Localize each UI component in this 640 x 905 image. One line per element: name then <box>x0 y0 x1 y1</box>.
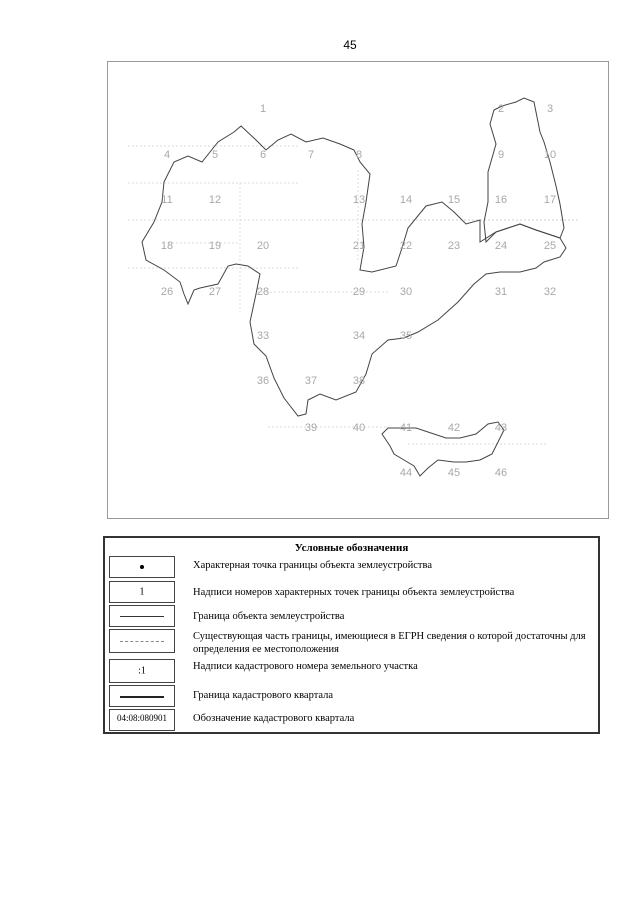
legend-symbol <box>109 556 175 578</box>
sheet-number-label: 32 <box>543 286 557 298</box>
sheet-number-label: 11 <box>161 194 173 206</box>
sheet-number-label: 25 <box>543 240 557 252</box>
legend-row <box>109 629 596 657</box>
sheet-number-label: 24 <box>494 240 508 252</box>
point-dot-icon <box>140 565 144 569</box>
sheet-number-label: 19 <box>208 240 222 252</box>
sheet-number-label: 12 <box>208 194 222 206</box>
sheet-number-label: 34 <box>352 330 366 342</box>
sheet-number-label: 35 <box>399 330 413 342</box>
legend-symbol <box>109 659 175 683</box>
sheet-number-label: 18 <box>160 240 174 252</box>
legend-row <box>109 581 596 603</box>
quarter-designation-symbol: 04:08:080901 <box>116 713 167 723</box>
legend <box>103 536 600 734</box>
map-canvas <box>108 62 608 518</box>
sheet-number-label: 38 <box>352 375 366 387</box>
legend-text: Существующая часть границы, имеющиеся в ЕГРН сведения о которой достаточны для определения ее местоположения <box>193 631 586 655</box>
sheet-number-label: 16 <box>494 194 508 206</box>
sheet-number-label: 7 <box>307 149 315 161</box>
page-number: 45 <box>343 38 357 52</box>
sheet-number-label: 22 <box>399 240 413 252</box>
legend-symbol <box>109 629 175 653</box>
legend-row <box>109 556 596 578</box>
legend-text: Обозначение кадастрового квартала <box>193 713 355 724</box>
cadastral-map <box>107 61 609 519</box>
sheet-number-label: 21 <box>352 240 366 252</box>
main-boundary <box>142 126 566 416</box>
legend-row <box>109 685 596 707</box>
sheet-number-label: 1 <box>259 103 267 115</box>
legend-symbol <box>109 581 175 603</box>
sheet-number-label: 8 <box>355 149 363 161</box>
sheet-number-label: 26 <box>160 286 174 298</box>
legend-text: Характерная точка границы объекта землеустройства <box>193 560 432 571</box>
sheet-number-label: 33 <box>256 330 270 342</box>
legend-text: Граница кадастрового квартала <box>193 690 334 701</box>
legend-title: Условные обозначения <box>294 542 409 554</box>
sheet-number-label: 3 <box>546 103 554 115</box>
sheet-number-label: 15 <box>447 194 461 206</box>
sheet-number-label: 4 <box>163 149 171 161</box>
sheet-number-label: 46 <box>494 467 508 479</box>
legend-symbol <box>109 709 175 731</box>
sheet-number-label: 9 <box>497 149 505 161</box>
sheet-number-label: 44 <box>399 467 413 479</box>
cadastral-number-symbol: :1 <box>138 665 146 677</box>
legend-symbol <box>109 685 175 707</box>
sheet-number-label: 29 <box>352 286 366 298</box>
sheet-number-label: 39 <box>304 422 318 434</box>
legend-row <box>109 605 596 627</box>
sheet-labels <box>161 103 556 479</box>
sheet-number-label: 13 <box>352 194 366 206</box>
sheet-number-label: 41 <box>399 422 413 434</box>
point-number-symbol: 1 <box>139 586 145 598</box>
sheet-number-label: 36 <box>256 375 270 387</box>
legend-symbol <box>109 605 175 627</box>
sheet-number-label: 2 <box>497 103 505 115</box>
sheet-number-label: 23 <box>447 240 461 252</box>
sheet-number-label: 20 <box>256 240 270 252</box>
sheet-number-label: 30 <box>399 286 413 298</box>
sheet-number-label: 42 <box>447 422 461 434</box>
boundary-line-icon <box>120 616 164 617</box>
legend-row <box>109 659 596 683</box>
sheet-number-label: 37 <box>304 375 318 387</box>
sheet-number-label: 17 <box>543 194 557 206</box>
sheet-number-label: 45 <box>447 467 461 479</box>
sheet-number-label: 5 <box>211 149 219 161</box>
sheet-number-label: 10 <box>543 149 557 161</box>
sheet-number-label: 6 <box>259 149 267 161</box>
sheet-number-label: 43 <box>494 422 508 434</box>
sheet-number-label: 14 <box>399 194 413 206</box>
existing-boundary-line-icon <box>120 641 164 642</box>
quarter-boundary-line-icon <box>120 696 164 698</box>
legend-row <box>109 709 596 731</box>
sheet-number-label: 31 <box>494 286 508 298</box>
sheet-number-label: 28 <box>256 286 270 298</box>
legend-text: Граница объекта землеустройства <box>193 611 345 622</box>
sheet-number-label: 27 <box>208 286 222 298</box>
legend-text: Надписи кадастрового номера земельного участка <box>193 661 418 672</box>
ne-lobe-boundary <box>484 98 564 242</box>
legend-text: Надписи номеров характерных точек границы объекта землеустройства <box>193 587 515 598</box>
sheet-number-label: 40 <box>352 422 366 434</box>
